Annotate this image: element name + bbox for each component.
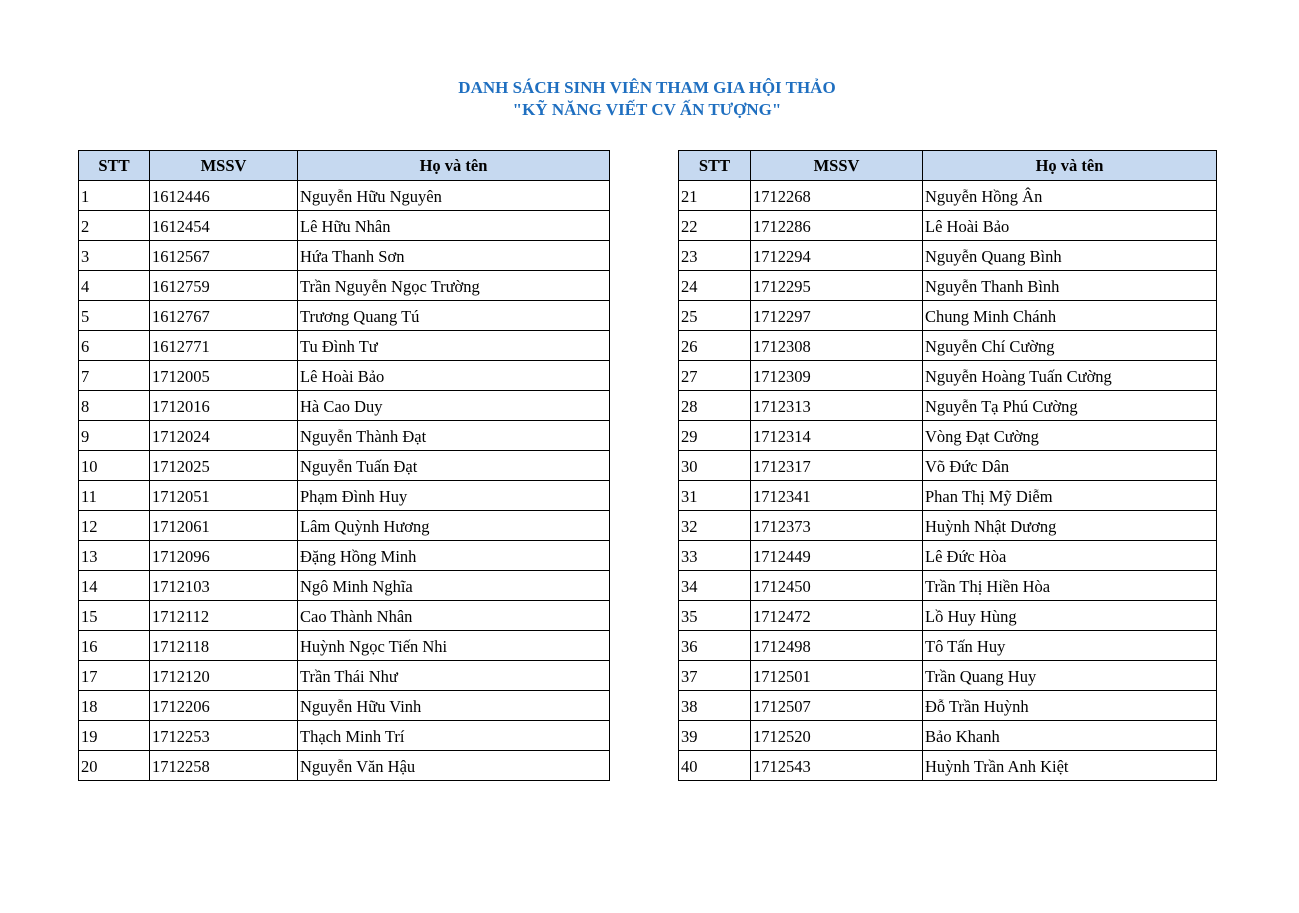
cell-mssv: 1612446 — [150, 181, 298, 211]
cell-stt: 28 — [679, 391, 751, 421]
cell-stt: 9 — [79, 421, 150, 451]
table-row — [79, 181, 610, 211]
table-row — [79, 211, 610, 241]
cell-name: Nguyễn Tuấn Đạt — [298, 451, 610, 481]
cell-mssv: 1712472 — [751, 601, 923, 631]
cell-stt: 19 — [79, 721, 150, 751]
table-row — [679, 181, 1217, 211]
cell-mssv: 1712314 — [751, 421, 923, 451]
cell-mssv: 1712253 — [150, 721, 298, 751]
cell-name: Trần Thái Như — [298, 661, 610, 691]
cell-stt: 33 — [679, 541, 751, 571]
cell-stt: 2 — [79, 211, 150, 241]
table-row — [679, 751, 1217, 781]
cell-mssv: 1712258 — [150, 751, 298, 781]
table-row — [79, 571, 610, 601]
cell-mssv: 1612759 — [150, 271, 298, 301]
cell-name: Huỳnh Trần Anh Kiệt — [923, 751, 1217, 781]
cell-name: Lê Hữu Nhân — [298, 211, 610, 241]
cell-mssv: 1612771 — [150, 331, 298, 361]
table-body-left — [79, 181, 610, 781]
table-row — [679, 631, 1217, 661]
cell-name: Trần Nguyễn Ngọc Trường — [298, 271, 610, 301]
table-row — [679, 421, 1217, 451]
cell-mssv: 1612454 — [150, 211, 298, 241]
table-row — [679, 541, 1217, 571]
student-table-right — [678, 150, 1217, 781]
cell-stt: 1 — [79, 181, 150, 211]
cell-stt: 20 — [79, 751, 150, 781]
cell-name: Nguyễn Chí Cường — [923, 331, 1217, 361]
table-row — [79, 691, 610, 721]
cell-mssv: 1712268 — [751, 181, 923, 211]
table-row — [79, 721, 610, 751]
cell-name: Nguyễn Hoàng Tuấn Cường — [923, 361, 1217, 391]
cell-mssv: 1712313 — [751, 391, 923, 421]
cell-name: Huỳnh Ngọc Tiến Nhi — [298, 631, 610, 661]
cell-mssv: 1712317 — [751, 451, 923, 481]
cell-stt: 24 — [679, 271, 751, 301]
cell-name: Trần Quang Huy — [923, 661, 1217, 691]
table-row — [679, 331, 1217, 361]
cell-name: Thạch Minh Trí — [298, 721, 610, 751]
table-row — [79, 241, 610, 271]
table-row — [79, 331, 610, 361]
cell-name: Tô Tấn Huy — [923, 631, 1217, 661]
cell-stt: 40 — [679, 751, 751, 781]
table-row — [79, 451, 610, 481]
table-row — [679, 691, 1217, 721]
cell-stt: 3 — [79, 241, 150, 271]
table-row — [679, 301, 1217, 331]
table-row — [79, 391, 610, 421]
cell-mssv: 1712498 — [751, 631, 923, 661]
table-row — [79, 481, 610, 511]
cell-stt: 8 — [79, 391, 150, 421]
cell-name: Lê Hoài Bảo — [298, 361, 610, 391]
cell-mssv: 1712051 — [150, 481, 298, 511]
cell-stt: 35 — [679, 601, 751, 631]
cell-mssv: 1612567 — [150, 241, 298, 271]
cell-name: Lâm Quỳnh Hương — [298, 511, 610, 541]
table-row — [79, 541, 610, 571]
table-row — [679, 601, 1217, 631]
table-row — [79, 751, 610, 781]
cell-stt: 6 — [79, 331, 150, 361]
table-row — [679, 241, 1217, 271]
table-row — [79, 601, 610, 631]
cell-stt: 23 — [679, 241, 751, 271]
cell-name: Trương Quang Tú — [298, 301, 610, 331]
cell-stt: 5 — [79, 301, 150, 331]
cell-stt: 30 — [679, 451, 751, 481]
cell-stt: 26 — [679, 331, 751, 361]
cell-mssv: 1712294 — [751, 241, 923, 271]
table-row — [79, 301, 610, 331]
column-header-name: Họ và tên — [923, 151, 1217, 181]
table-row — [79, 631, 610, 661]
cell-mssv: 1612767 — [150, 301, 298, 331]
table-row — [679, 571, 1217, 601]
cell-name: Nguyễn Văn Hậu — [298, 751, 610, 781]
table-header-row — [79, 151, 610, 181]
cell-mssv: 1712295 — [751, 271, 923, 301]
table-row — [679, 361, 1217, 391]
cell-mssv: 1712449 — [751, 541, 923, 571]
cell-name: Võ Đức Dân — [923, 451, 1217, 481]
cell-mssv: 1712016 — [150, 391, 298, 421]
title-line-2: "KỸ NĂNG VIẾT CV ẤN TƯỢNG" — [512, 100, 782, 119]
column-header-mssv: MSSV — [751, 151, 923, 181]
cell-mssv: 1712120 — [150, 661, 298, 691]
cell-mssv: 1712450 — [751, 571, 923, 601]
cell-name: Lồ Huy Hùng — [923, 601, 1217, 631]
cell-stt: 34 — [679, 571, 751, 601]
cell-mssv: 1712206 — [150, 691, 298, 721]
cell-mssv: 1712096 — [150, 541, 298, 571]
cell-stt: 18 — [79, 691, 150, 721]
document-title — [0, 77, 1294, 121]
table-header-row — [679, 151, 1217, 181]
cell-name: Trần Thị Hiền Hòa — [923, 571, 1217, 601]
cell-name: Chung Minh Chánh — [923, 301, 1217, 331]
cell-stt: 7 — [79, 361, 150, 391]
cell-stt: 22 — [679, 211, 751, 241]
cell-mssv: 1712005 — [150, 361, 298, 391]
cell-name: Nguyễn Hữu Vinh — [298, 691, 610, 721]
column-header-stt: STT — [679, 151, 751, 181]
table-row — [679, 721, 1217, 751]
cell-name: Hà Cao Duy — [298, 391, 610, 421]
cell-stt: 15 — [79, 601, 150, 631]
table-row — [679, 511, 1217, 541]
cell-name: Hứa Thanh Sơn — [298, 241, 610, 271]
cell-stt: 4 — [79, 271, 150, 301]
cell-mssv: 1712297 — [751, 301, 923, 331]
table-body-right — [679, 181, 1217, 781]
cell-stt: 16 — [79, 631, 150, 661]
cell-mssv: 1712373 — [751, 511, 923, 541]
cell-name: Ngô Minh Nghĩa — [298, 571, 610, 601]
cell-name: Nguyễn Hữu Nguyên — [298, 181, 610, 211]
table-row — [679, 661, 1217, 691]
cell-name: Đỗ Trần Huỳnh — [923, 691, 1217, 721]
cell-mssv: 1712520 — [751, 721, 923, 751]
table-row — [79, 421, 610, 451]
table-row — [679, 451, 1217, 481]
cell-stt: 37 — [679, 661, 751, 691]
cell-name: Nguyễn Thành Đạt — [298, 421, 610, 451]
cell-stt: 12 — [79, 511, 150, 541]
cell-mssv: 1712543 — [751, 751, 923, 781]
cell-stt: 25 — [679, 301, 751, 331]
cell-mssv: 1712309 — [751, 361, 923, 391]
cell-stt: 39 — [679, 721, 751, 751]
cell-stt: 29 — [679, 421, 751, 451]
cell-name: Phạm Đình Huy — [298, 481, 610, 511]
table-row — [79, 271, 610, 301]
cell-stt: 36 — [679, 631, 751, 661]
cell-mssv: 1712118 — [150, 631, 298, 661]
cell-stt: 17 — [79, 661, 150, 691]
cell-mssv: 1712286 — [751, 211, 923, 241]
cell-stt: 10 — [79, 451, 150, 481]
cell-name: Tu Đình Tư — [298, 331, 610, 361]
cell-stt: 13 — [79, 541, 150, 571]
table-row — [79, 361, 610, 391]
table-row — [79, 511, 610, 541]
cell-stt: 38 — [679, 691, 751, 721]
cell-mssv: 1712061 — [150, 511, 298, 541]
cell-mssv: 1712103 — [150, 571, 298, 601]
column-header-mssv: MSSV — [150, 151, 298, 181]
column-header-name: Họ và tên — [298, 151, 610, 181]
cell-name: Phan Thị Mỹ Diễm — [923, 481, 1217, 511]
title-line-1: DANH SÁCH SINH VIÊN THAM GIA HỘI THẢO — [458, 78, 836, 97]
cell-name: Vòng Đạt Cường — [923, 421, 1217, 451]
cell-mssv: 1712308 — [751, 331, 923, 361]
table-row — [679, 391, 1217, 421]
student-table-left — [78, 150, 610, 781]
column-header-stt: STT — [79, 151, 150, 181]
table-row — [679, 271, 1217, 301]
table-row — [679, 481, 1217, 511]
cell-stt: 32 — [679, 511, 751, 541]
cell-name: Lê Hoài Bảo — [923, 211, 1217, 241]
cell-name: Bảo Khanh — [923, 721, 1217, 751]
cell-name: Lê Đức Hòa — [923, 541, 1217, 571]
table-row — [679, 211, 1217, 241]
cell-name: Huỳnh Nhật Dương — [923, 511, 1217, 541]
cell-mssv: 1712507 — [751, 691, 923, 721]
table-row — [79, 661, 610, 691]
cell-stt: 27 — [679, 361, 751, 391]
cell-mssv: 1712025 — [150, 451, 298, 481]
cell-stt: 21 — [679, 181, 751, 211]
cell-name: Nguyễn Hồng Ân — [923, 181, 1217, 211]
cell-mssv: 1712112 — [150, 601, 298, 631]
cell-name: Cao Thành Nhân — [298, 601, 610, 631]
cell-mssv: 1712501 — [751, 661, 923, 691]
cell-stt: 31 — [679, 481, 751, 511]
cell-stt: 14 — [79, 571, 150, 601]
cell-mssv: 1712024 — [150, 421, 298, 451]
cell-name: Nguyễn Thanh Bình — [923, 271, 1217, 301]
cell-mssv: 1712341 — [751, 481, 923, 511]
cell-name: Nguyễn Tạ Phú Cường — [923, 391, 1217, 421]
cell-name: Đặng Hồng Minh — [298, 541, 610, 571]
cell-name: Nguyễn Quang Bình — [923, 241, 1217, 271]
cell-stt: 11 — [79, 481, 150, 511]
